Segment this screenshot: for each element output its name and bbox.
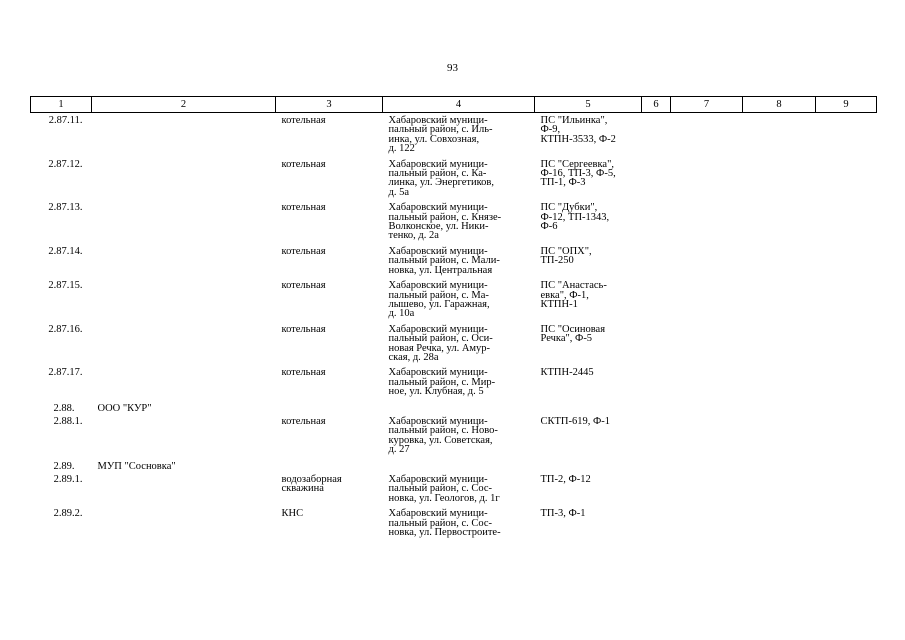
object-name-cell: котельная bbox=[281, 158, 326, 170]
table-row bbox=[31, 113, 877, 157]
row-number-cell: 2.87.13. bbox=[48, 202, 83, 214]
empty-cell bbox=[743, 278, 816, 322]
address-cell: Хабаровский муници- пальный район, с. Князе- Волконское, ул. Ники- тенко, д. 2а bbox=[388, 202, 502, 242]
row-number-cell: 2.87.11. bbox=[48, 115, 83, 126]
column-header: 1 bbox=[31, 97, 92, 113]
empty-cell bbox=[642, 200, 671, 244]
empty-cell bbox=[816, 278, 877, 322]
empty-cell bbox=[816, 200, 877, 244]
empty-cell bbox=[816, 365, 877, 399]
object-name-cell bbox=[276, 400, 383, 414]
column-header: 3 bbox=[276, 97, 383, 113]
power-source-cell bbox=[535, 458, 642, 472]
empty-cell bbox=[642, 244, 671, 278]
empty-cell bbox=[816, 244, 877, 278]
empty-cell bbox=[671, 472, 743, 506]
column-header: 5 bbox=[535, 97, 642, 113]
empty-cell bbox=[743, 365, 816, 399]
power-source-cell: ПС "ОПХ", ТП-250 bbox=[540, 245, 592, 267]
table-body bbox=[31, 113, 877, 541]
empty-cell bbox=[642, 157, 671, 201]
column-header: 6 bbox=[642, 97, 671, 113]
row-number-cell: 2.88. bbox=[53, 402, 75, 414]
power-source-cell: ПС "Ильинка", Ф-9, КТПН-3533, Ф-2 bbox=[540, 115, 616, 145]
table-row bbox=[31, 414, 877, 458]
table-row bbox=[31, 506, 877, 540]
empty-cell bbox=[642, 278, 671, 322]
empty-cell bbox=[642, 414, 671, 458]
empty-cell bbox=[743, 157, 816, 201]
organization-cell bbox=[92, 200, 276, 244]
empty-cell bbox=[743, 472, 816, 506]
object-name-cell: котельная bbox=[281, 115, 326, 126]
page-number: 93 bbox=[447, 62, 458, 74]
column-header: 9 bbox=[816, 97, 877, 113]
empty-cell bbox=[671, 113, 743, 157]
empty-cell bbox=[743, 200, 816, 244]
empty-cell bbox=[642, 365, 671, 399]
empty-cell bbox=[671, 506, 743, 540]
empty-cell bbox=[642, 506, 671, 540]
object-name-cell: котельная bbox=[281, 245, 326, 257]
row-number-cell: 2.87.12. bbox=[48, 158, 83, 170]
organization-cell bbox=[92, 506, 276, 540]
address-cell: Хабаровский муници- пальный район, с. Сос- новка, ул. Первостроите- bbox=[388, 508, 501, 539]
column-number-header-row bbox=[31, 97, 877, 113]
address-cell bbox=[383, 400, 535, 414]
empty-cell bbox=[816, 472, 877, 506]
empty-cell bbox=[743, 244, 816, 278]
empty-cell bbox=[671, 278, 743, 322]
power-source-cell: ПС "Осиновая Речка", Ф-5 bbox=[540, 323, 606, 345]
organization-cell bbox=[92, 157, 276, 201]
power-source-cell: ПС "Сергеевка", Ф-16, ТП-3, Ф-5, ТП-1, Ф-3 bbox=[540, 158, 616, 189]
organization-cell bbox=[92, 472, 276, 506]
object-name-cell: котельная bbox=[281, 323, 326, 335]
empty-cell bbox=[743, 414, 816, 458]
group-row bbox=[31, 458, 877, 472]
empty-cell bbox=[671, 414, 743, 458]
empty-cell bbox=[671, 322, 743, 366]
empty-cell bbox=[816, 157, 877, 201]
empty-cell bbox=[671, 365, 743, 399]
organization-cell: ООО "КУР" bbox=[97, 402, 152, 414]
empty-cell bbox=[743, 458, 816, 472]
empty-cell bbox=[671, 157, 743, 201]
organization-cell bbox=[92, 244, 276, 278]
table-row bbox=[31, 200, 877, 244]
empty-cell bbox=[816, 458, 877, 472]
power-source-cell: ТП-2, Ф-12 bbox=[540, 474, 591, 485]
organization-cell bbox=[92, 278, 276, 322]
power-source-cell bbox=[535, 400, 642, 414]
empty-cell bbox=[671, 200, 743, 244]
address-cell: Хабаровский муници- пальный район, с. Мали- новка, ул. Центральная bbox=[388, 245, 500, 276]
group-row bbox=[31, 400, 877, 414]
object-name-cell: котельная bbox=[281, 280, 326, 292]
row-number-cell: 2.88.1. bbox=[53, 415, 83, 427]
table-row bbox=[31, 278, 877, 322]
column-header: 7 bbox=[671, 97, 743, 113]
address-cell: Хабаровский муници- пальный район, с. Оси- новая Речка, ул. Амур- ская, д. 28а bbox=[388, 323, 493, 363]
organization-cell: МУП "Сосновка" bbox=[97, 460, 176, 472]
empty-cell bbox=[671, 458, 743, 472]
organization-cell bbox=[92, 113, 276, 157]
empty-cell bbox=[642, 458, 671, 472]
address-cell: Хабаровский муници- пальный район, с. Ново- куровка, ул. Советская, д. 27 bbox=[388, 415, 498, 456]
empty-cell bbox=[816, 506, 877, 540]
document-table bbox=[30, 96, 877, 540]
address-cell: Хабаровский муници- пальный район, с. Иль- инка, ул. Совхозная, д. 122 bbox=[388, 115, 493, 155]
row-number-cell: 2.87.16. bbox=[48, 323, 83, 335]
column-header: 8 bbox=[743, 97, 816, 113]
table-row bbox=[31, 244, 877, 278]
address-cell: Хабаровский муници- пальный район, с. Ма- лышево, ул. Гаражная, д. 10а bbox=[388, 280, 490, 320]
address-cell: Хабаровский муници- пальный район, с. Сос- новка, ул. Геологов, д. 1г bbox=[388, 474, 500, 504]
row-number-cell: 2.89. bbox=[53, 460, 75, 472]
address-cell: Хабаровский муници- пальный район, с. Мир- ное, ул. Клубная, д. 5 bbox=[388, 367, 496, 398]
empty-cell bbox=[743, 400, 816, 414]
address-cell bbox=[383, 458, 535, 472]
empty-cell bbox=[743, 113, 816, 157]
table-row bbox=[31, 472, 877, 506]
power-source-cell: СКТП-619, Ф-1 bbox=[540, 415, 611, 427]
power-source-cell: КТПН-2445 bbox=[540, 367, 594, 379]
row-number-cell: 2.87.15. bbox=[48, 280, 83, 292]
empty-cell bbox=[743, 322, 816, 366]
organization-cell bbox=[92, 322, 276, 366]
object-name-cell: котельная bbox=[281, 415, 326, 427]
object-name-cell: котельная bbox=[281, 367, 326, 379]
empty-cell bbox=[642, 400, 671, 414]
empty-cell bbox=[642, 113, 671, 157]
object-name-cell: котельная bbox=[281, 202, 326, 214]
empty-cell bbox=[816, 322, 877, 366]
row-number-cell: 2.89.2. bbox=[53, 508, 83, 520]
empty-cell bbox=[816, 113, 877, 157]
power-source-cell: ПС "Дубки", Ф-12, ТП-1343, Ф-6 bbox=[540, 202, 610, 233]
object-name-cell: водозаборная скважина bbox=[281, 474, 342, 495]
row-number-cell: 2.87.14. bbox=[48, 245, 83, 257]
empty-cell bbox=[671, 244, 743, 278]
empty-cell bbox=[642, 322, 671, 366]
organization-cell bbox=[92, 414, 276, 458]
address-cell: Хабаровский муници- пальный район, с. Ка- линка, ул. Энергетиков, д. 5а bbox=[388, 158, 495, 198]
empty-cell bbox=[743, 506, 816, 540]
object-name-cell bbox=[276, 458, 383, 472]
column-header: 4 bbox=[383, 97, 535, 113]
table-row bbox=[31, 157, 877, 201]
column-header: 2 bbox=[92, 97, 276, 113]
empty-cell bbox=[671, 400, 743, 414]
row-number-cell: 2.87.17. bbox=[48, 367, 83, 379]
empty-cell bbox=[816, 400, 877, 414]
empty-cell bbox=[816, 414, 877, 458]
power-source-cell: ПС "Анастась- евка", Ф-1, КТПН-1 bbox=[540, 280, 607, 310]
object-name-cell: КНС bbox=[281, 508, 304, 520]
row-number-cell: 2.89.1. bbox=[53, 474, 83, 485]
table-row bbox=[31, 322, 877, 366]
power-source-cell: ТП-3, Ф-1 bbox=[540, 508, 586, 520]
table-row bbox=[31, 365, 877, 399]
empty-cell bbox=[642, 472, 671, 506]
organization-cell bbox=[92, 365, 276, 399]
